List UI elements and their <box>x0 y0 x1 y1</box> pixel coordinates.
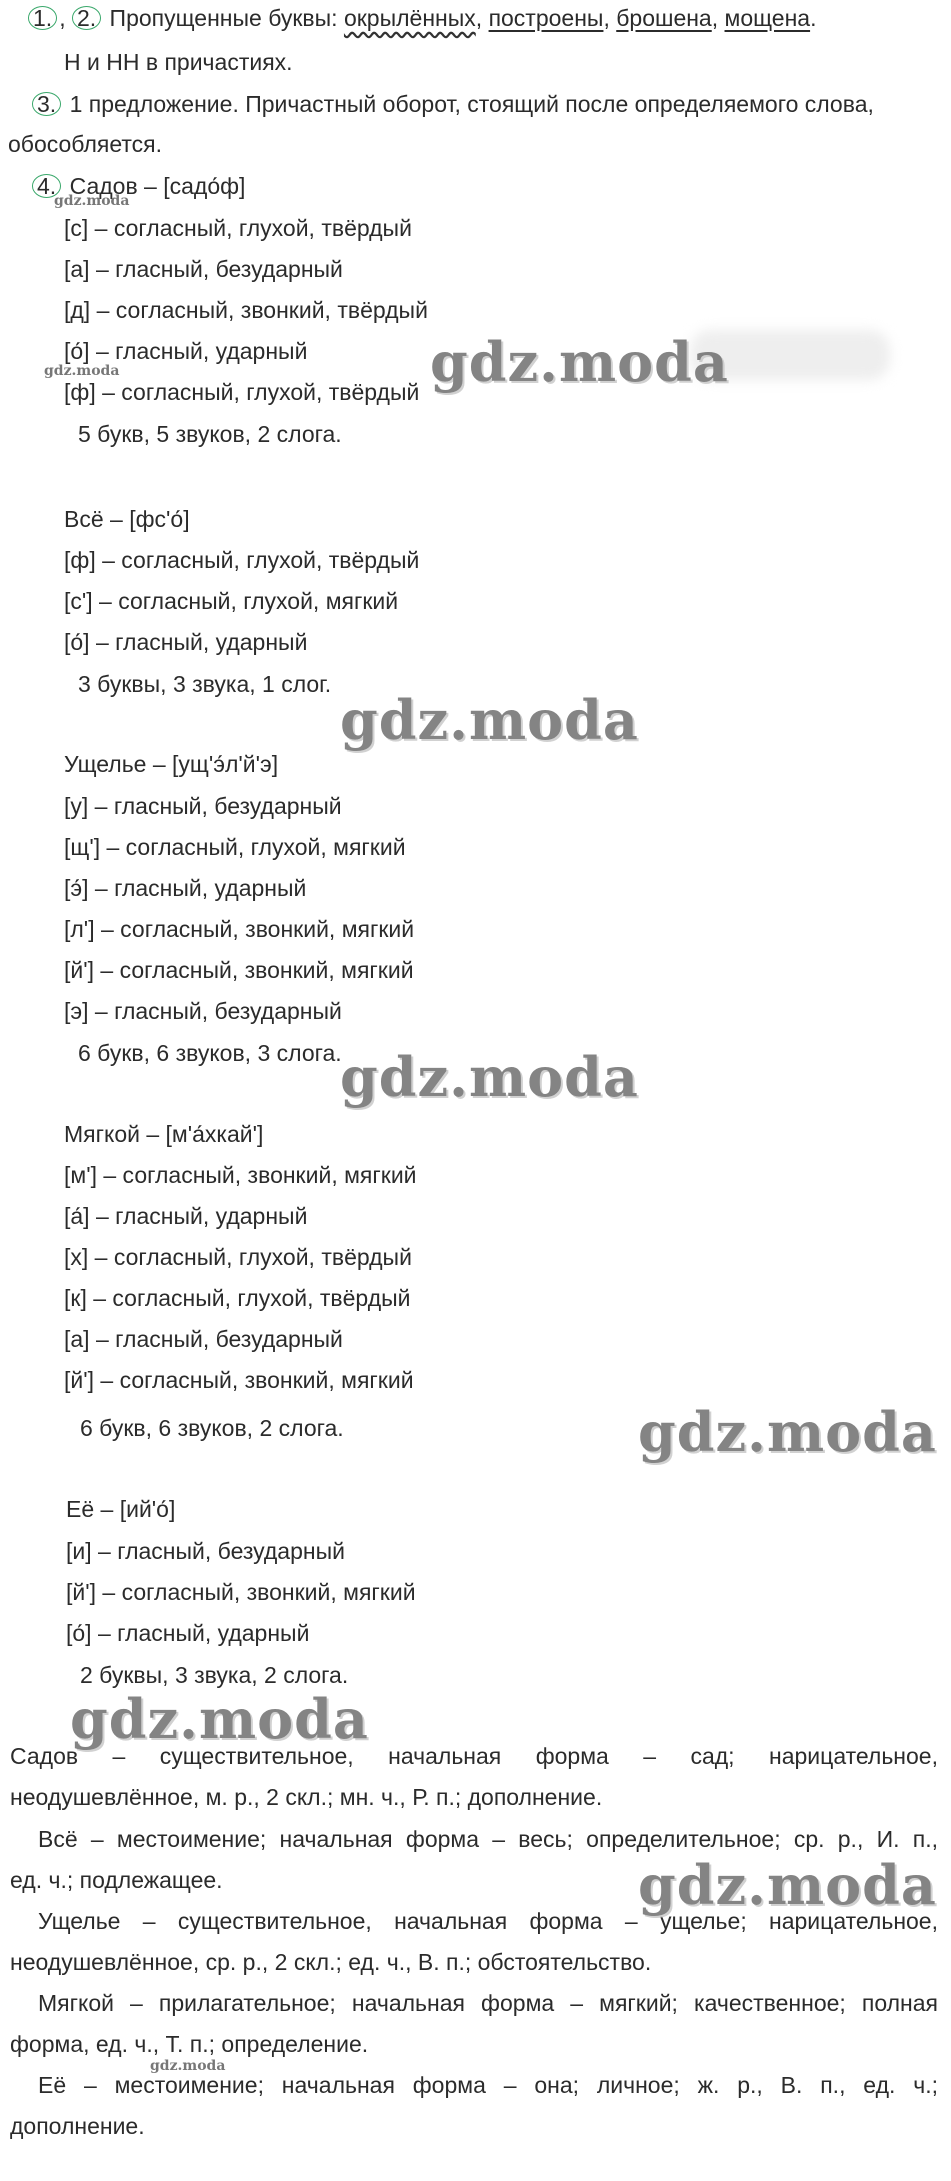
task-3-text: 1 предложение. Причастный оборот, стоящий после определяемого слова, <box>69 91 874 117</box>
sound-line: [и] – гласный, безударный <box>66 1538 345 1564</box>
analysis-line: форма, ед. ч., Т. п.; определение. <box>10 2031 369 2057</box>
task-number-3: 3. <box>32 92 61 116</box>
sound-line: [ф] – согласный, глухой, твёрдый <box>64 379 420 405</box>
analysis-line: Всё – местоимение; начальная форма – весь; определительное; ср. р., И. п., <box>38 1826 938 1852</box>
analysis-line: Ущелье – существительное, начальная форма – ущелье; нарицательное, <box>38 1908 938 1934</box>
watermark: gdz.moda <box>638 1853 937 1917</box>
analysis-line: Мягкой – прилагательное; начальная форма – мягкий; качественное; полная <box>38 1990 938 2016</box>
sound-line: [к] – согласный, глухой, твёрдый <box>64 1285 411 1311</box>
sound-line: [а] – гласный, безударный <box>64 1326 343 1352</box>
sound-line: [й'] – согласный, звонкий, мягкий <box>64 957 414 983</box>
word-okrylennykh: окрылённых <box>343 5 476 31</box>
sound-line: [с'] – согласный, глухой, мягкий <box>64 588 399 614</box>
sound-line: [о́] – гласный, ударный <box>64 629 308 655</box>
word-postroeny: построены <box>488 5 604 31</box>
sound-line: [л'] – согласный, звонкий, мягкий <box>64 916 415 942</box>
analysis-line: ед. ч.; подлежащее. <box>10 1867 223 1893</box>
word-title: Мягкой – [м'а́хкай'] <box>64 1121 264 1147</box>
task-1-2-line: 1. , 2. Пропущенные буквы: окрылённых, построены, брошена, мощена. <box>28 4 816 32</box>
analysis-line: Садов – существительное, начальная форма – сад; нарицательное, <box>10 1743 938 1769</box>
sound-line: [о́] – гласный, ударный <box>64 338 308 364</box>
sound-line: [д] – согласный, звонкий, твёрдый <box>64 297 428 323</box>
summary-line: 5 букв, 5 звуков, 2 слога. <box>78 421 342 447</box>
analysis-line: дополнение. <box>10 2113 145 2139</box>
word-title-sadov: Садов – [садо́ф] <box>69 173 246 199</box>
summary-line: 6 букв, 6 звуков, 3 слога. <box>78 1040 342 1066</box>
sound-line: [й'] – согласный, звонкий, мягкий <box>64 1367 414 1393</box>
task-number-1: 1. <box>28 6 57 30</box>
sound-line: [э́] – гласный, ударный <box>64 875 307 901</box>
sound-line: [а́] – гласный, ударный <box>64 1203 308 1229</box>
watermark-small: gdz.moda <box>44 363 120 379</box>
watermark-small: gdz.moda <box>150 2058 226 2074</box>
summary-line: 3 буквы, 3 звука, 1 слог. <box>78 671 332 697</box>
sound-line: [о́] – гласный, ударный <box>66 1620 310 1646</box>
sound-line: [у] – гласный, безударный <box>64 793 342 819</box>
word-moshchena: мощена <box>724 5 811 31</box>
summary-line: 6 букв, 6 звуков, 2 слога. <box>80 1415 344 1441</box>
watermark: gdz.moda <box>340 1045 639 1109</box>
word-title: Всё – [фс'о́] <box>64 506 190 532</box>
word-title: Ущелье – [ущ'э́л'й'э] <box>64 751 279 777</box>
watermark: gdz.moda <box>638 1400 937 1464</box>
sound-line: [ф] – согласный, глухой, твёрдый <box>64 547 420 573</box>
analysis-line: неодушевлённое, м. р., 2 скл.; мн. ч., Р. п.; дополнение. <box>10 1784 603 1810</box>
word-title: Её – [ий'о́] <box>66 1496 176 1522</box>
analysis-line: Её – местоимение; начальная форма – она; личное; ж. р., В. п., ед. ч.; <box>38 2072 938 2098</box>
watermark: gdz.moda <box>340 688 639 752</box>
task-number-2: 2. <box>72 6 101 30</box>
sound-line: [м'] – согласный, звонкий, мягкий <box>64 1162 417 1188</box>
sound-line: [э] – гласный, безударный <box>64 998 342 1024</box>
task-3-line-1 <box>32 90 874 118</box>
watermark: gdz.moda <box>430 330 729 394</box>
sound-line: [щ'] – согласный, глухой, мягкий <box>64 834 406 860</box>
analysis-line: неодушевлённое, ср. р., 2 скл.; ед. ч., В. п.; обстоятельство. <box>10 1949 652 1975</box>
watermark: gdz.moda <box>70 1687 369 1751</box>
task-number-4: 4. <box>32 174 61 198</box>
sound-line: [а] – гласный, безударный <box>64 256 343 282</box>
watermark-small: gdz.moda <box>54 193 130 209</box>
word-broshena: брошена <box>616 5 712 31</box>
summary-line: 2 буквы, 3 звука, 2 слога. <box>80 1662 349 1688</box>
sound-line: [х] – согласный, глухой, твёрдый <box>64 1244 412 1270</box>
missing-letters-label: Пропущенные буквы: <box>109 5 344 31</box>
sound-line: [й'] – согласный, звонкий, мягкий <box>66 1579 416 1605</box>
task-3-line-2: обособляется. <box>8 131 162 157</box>
sound-line: [с] – согласный, глухой, твёрдый <box>64 215 412 241</box>
rule-text: Н и НН в причастиях. <box>64 49 293 75</box>
